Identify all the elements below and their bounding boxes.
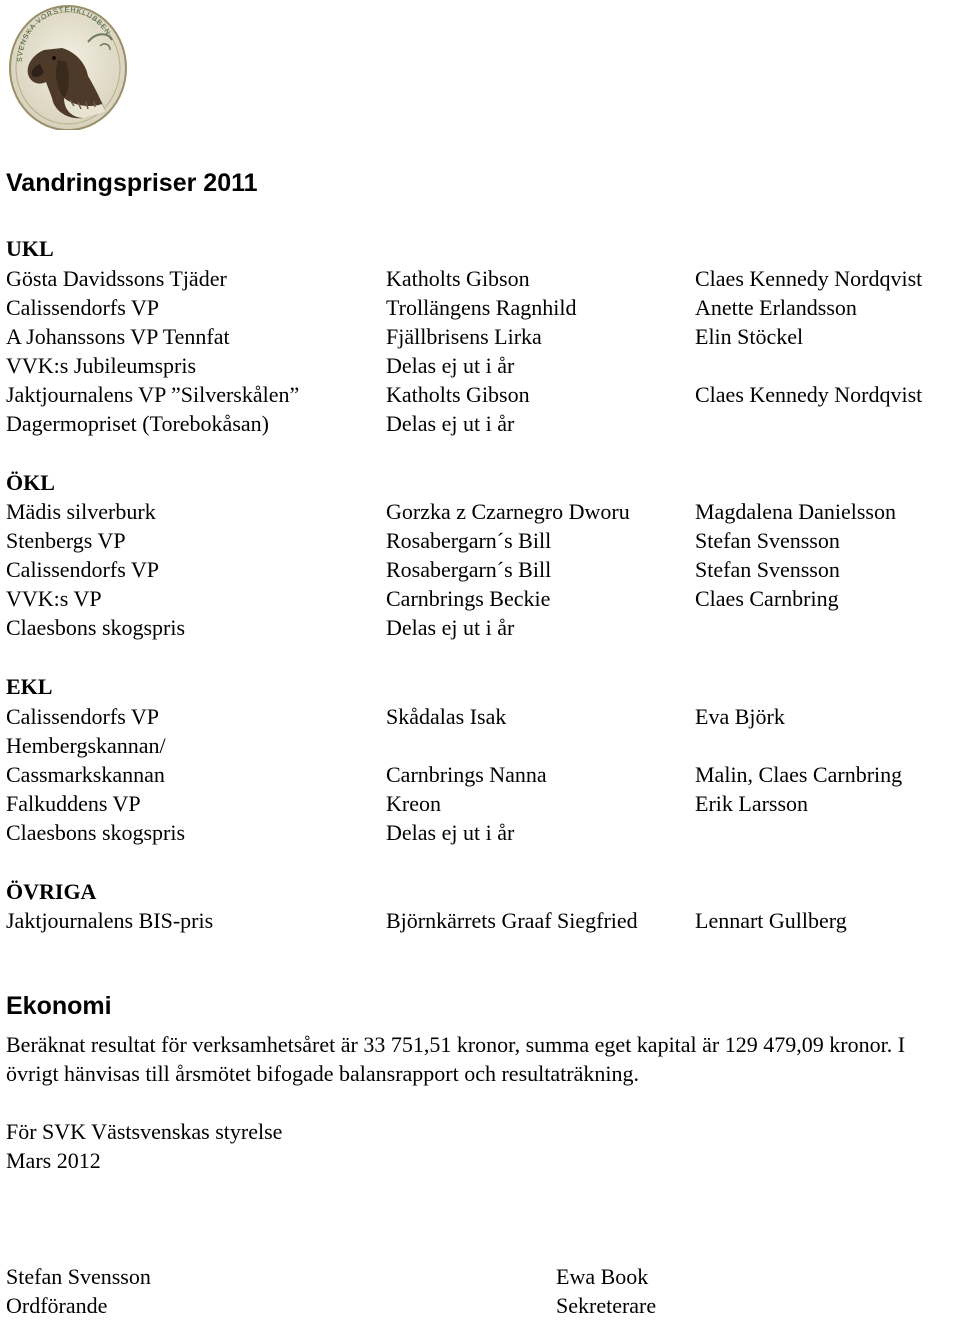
prize-name: Calissendorfs VP (6, 704, 159, 729)
section-heading-ukl: UKL (6, 236, 54, 261)
prize-name: Jaktjournalens BIS-pris (6, 908, 214, 933)
dog-name: Delas ej ut i år (386, 820, 515, 845)
dog-name: Rosabergarn´s Bill (386, 528, 552, 553)
prize-name: Mädis silverburk (6, 499, 156, 524)
owner-name: Claes Carnbring (695, 586, 839, 611)
signature-role: Sekreterare (556, 1293, 657, 1318)
signature-role: Ordförande (6, 1293, 108, 1318)
owner-name: Anette Erlandsson (695, 295, 857, 320)
closing-date: Mars 2012 (6, 1148, 101, 1173)
owner-name: Malin, Claes Carnbring (695, 762, 903, 787)
prize-row (6, 351, 956, 380)
dog-name: Carnbrings Beckie (386, 586, 551, 611)
prize-row (6, 613, 956, 642)
economy-text: Beräknat resultat för verksamhetsåret är 33 751,51 kronor, summa eget kapital är 129 479,09 kronor. I övrigt hänvisas till årsmötet bifogade balansrapport och resultaträkning. (6, 1032, 906, 1086)
prize-row (6, 789, 956, 818)
owner-name: Lennart Gullberg (695, 908, 847, 933)
prize-name: Claesbons skogspris (6, 820, 186, 845)
economy-heading: Ekonomi (6, 992, 112, 1020)
dog-name: Björnkärrets Graaf Siegfried (386, 908, 638, 933)
closing-line: För SVK Västsvenskas styrelse (6, 1119, 283, 1144)
prize-name: Jaktjournalens VP ”Silverskålen” (6, 382, 300, 407)
owner-name: Stefan Svensson (695, 528, 840, 553)
prize-row (6, 555, 956, 584)
prize-row (6, 526, 956, 555)
dog-name: Delas ej ut i år (386, 353, 515, 378)
prize-name: Falkuddens VP (6, 791, 141, 816)
prize-row (6, 731, 956, 760)
owner-name: Stefan Svensson (695, 557, 840, 582)
prize-row (6, 264, 956, 293)
prize-name: Calissendorfs VP (6, 557, 159, 582)
page-title: Vandringspriser 2011 (6, 169, 258, 197)
owner-name: Eva Björk (695, 704, 785, 729)
prize-name: VVK:s VP (6, 586, 102, 611)
owner-name: Elin Stöckel (695, 324, 804, 349)
dog-name: Fjällbrisens Lirka (386, 324, 542, 349)
dog-name: Rosabergarn´s Bill (386, 557, 552, 582)
prize-row (6, 818, 956, 847)
prize-row (6, 293, 956, 322)
prize-name: Stenbergs VP (6, 528, 126, 553)
prize-row (6, 760, 956, 789)
prize-name: VVK:s Jubileumspris (6, 353, 197, 378)
prize-row (6, 906, 956, 935)
owner-name: Magdalena Danielsson (695, 499, 896, 524)
prize-name: Claesbons skogspris (6, 615, 186, 640)
section-heading-okl: ÖKL (6, 470, 55, 495)
owner-name: Erik Larsson (695, 791, 809, 816)
section-heading-ovriga: ÖVRIGA (6, 879, 97, 904)
dog-portrait-emblem-icon (4, 2, 132, 130)
owner-name: Claes Kennedy Nordqvist (695, 266, 923, 291)
signature-name: Stefan Svensson (6, 1264, 151, 1289)
dog-name: Delas ej ut i år (386, 411, 515, 436)
prize-name: Dagermopriset (Torebokåsan) (6, 411, 269, 436)
dog-name: Carnbrings Nanna (386, 762, 547, 787)
prize-row (6, 584, 956, 613)
dog-name: Katholts Gibson (386, 266, 530, 291)
prize-name: Calissendorfs VP (6, 295, 159, 320)
dog-name: Gorzka z Czarnegro Dworu (386, 499, 630, 524)
prize-row (6, 497, 956, 526)
prize-name: Hembergskannan/ (6, 733, 166, 758)
prize-name: Cassmarkskannan (6, 762, 165, 787)
prize-row (6, 322, 956, 351)
section-heading-ekl: EKL (6, 674, 53, 699)
prize-row (6, 380, 956, 409)
prize-name: A Johanssons VP Tennfat (6, 324, 230, 349)
owner-name: Claes Kennedy Nordqvist (695, 382, 923, 407)
dog-name: Trollängens Ragnhild (386, 295, 577, 320)
dog-name: Delas ej ut i år (386, 615, 515, 640)
prize-name: Gösta Davidssons Tjäder (6, 266, 227, 291)
dog-name: Kreon (386, 791, 441, 816)
dog-name: Skådalas Isak (386, 704, 507, 729)
signature-name: Ewa Book (556, 1264, 649, 1289)
prize-row (6, 409, 956, 438)
dog-name: Katholts Gibson (386, 382, 530, 407)
svg-text:SVENSKA VORSTEHKLUBBEN: SVENSKA VORSTEHKLUBBEN (16, 6, 112, 63)
prize-row (6, 702, 956, 731)
